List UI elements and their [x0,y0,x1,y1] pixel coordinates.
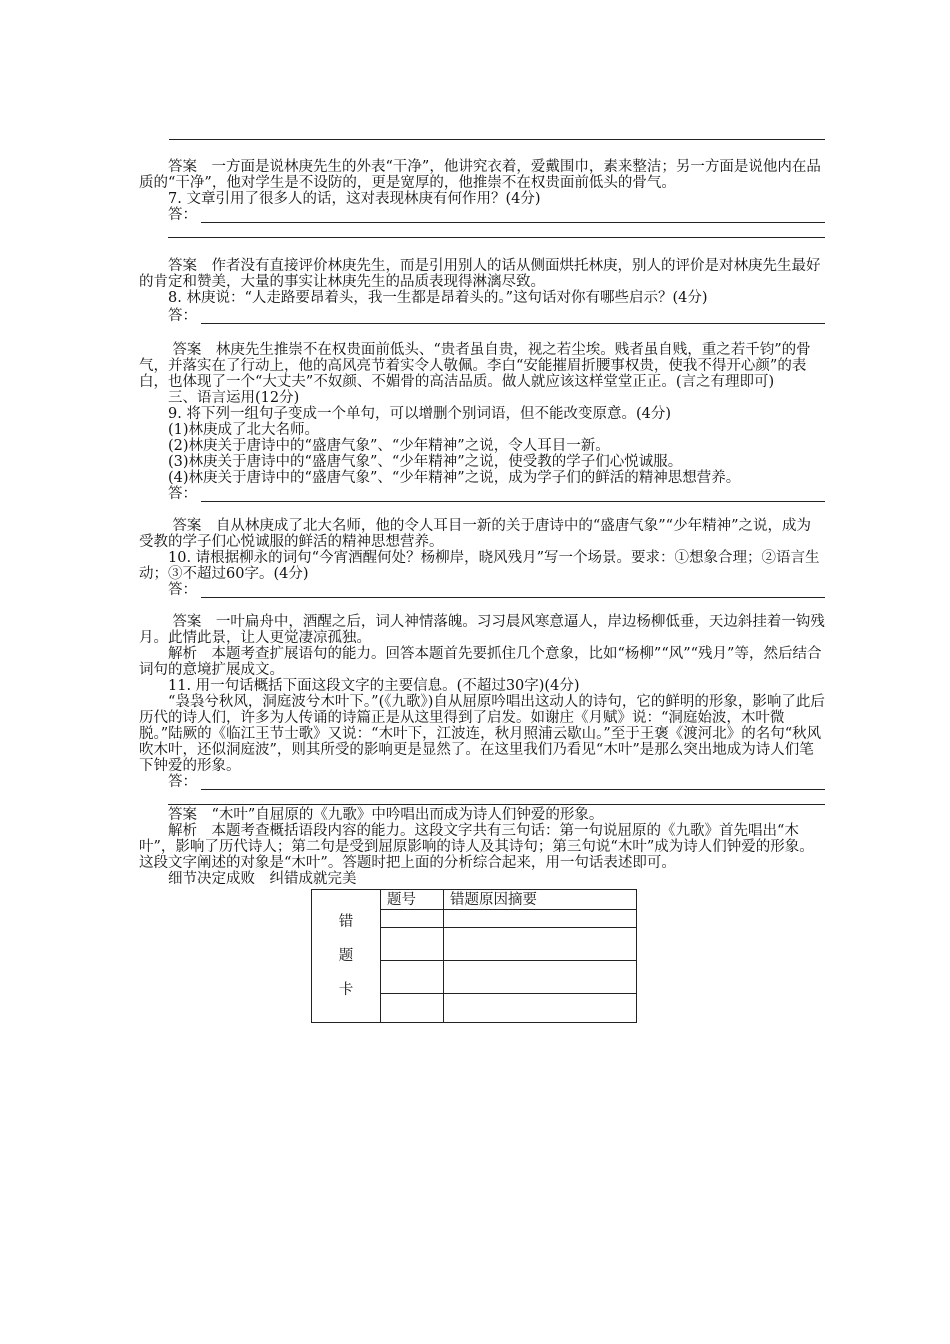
col-header-reason: 错题原因摘要 [444,890,637,910]
table-cell[interactable] [444,910,637,928]
q6-answer: 答案 一方面是说林庚先生的外表“干净”，他讲究衣着，爱戴围巾，素来整洁；另一方面是说他内在品质的“干净”，他对学生是不设防的，更是宽厚的，他推崇不在权贵面前低头的骨气。 [139,159,821,191]
section3-title: 三、语言运用(12分) [168,390,300,406]
q7-answer-row [139,207,825,223]
q9-item-4: (4)林庚关于唐诗中的“盛唐气象”、“少年精神”之说，成为学子们的鲜活的精神思想营养。 [168,470,741,486]
q10-answer-row [139,582,825,598]
error-card-label-text: 错 题 卡 [338,914,354,998]
table-cell[interactable] [381,994,444,1023]
table-cell[interactable] [381,961,444,994]
q11-answer-label: 答： [168,774,197,790]
q11-passage: “袅袅兮秋风，洞庭波兮木叶下。”(《九歌》)自从屈原吟唱出这动人的诗句，它的鲜明的形象，影响了此后历代的诗人们，许多为人传诵的诗篇正是从这里得到了启发。如谢庄《月赋》说：“洞庭始波，木叶微脱。”陆厥的《临江王节士歌》又说：“木叶下，江波连，秋月照浦云歇山。”至于王褒《渡河北》的名句“秋风吹木叶，还似洞庭波”，则其所受的影响更是显然了。在这里我们乃看见“木叶”是那么突出地成为诗人们笔下钟爱的形象。 [139,694,825,774]
q9-question: 9. 将下列一组句子变成一个单句，可以增删个别词语，但不能改变原意。(4分) [168,406,671,422]
table-cell[interactable] [381,910,444,928]
answer-line [169,139,825,140]
q11-analysis: 解析 本题考查概括语段内容的能力。这段文字共有三句话：第一句说屈原的《九歌》首先唱出“木叶”，影响了历代诗人；第二句是受到屈原影响的诗人及其诗句；第三句说“木叶”成为诗人们钟爱的形象。这段文字阐述的对象是“木叶”。答题时把上面的分析综合起来，用一句话表述即可。 [139,823,814,871]
table-cell[interactable] [444,928,637,961]
answer-line[interactable] [168,790,825,805]
q8-answer: 答案 林庚先生推崇不在权贵面前低头、“贵者虽自贵，视之若尘埃。贱者虽自贱，重之若千钧”的骨气，并落实在了行动上，他的高风亮节着实令人敬佩。李白“安能摧眉折腰事权贵，使我不得开心颜”的表白，也体现了一个“大丈夫”不奴颜、不媚骨的高洁品质。做人就应该这样堂堂正正。(言之有理即可) [139,342,811,390]
table-cell[interactable] [444,994,637,1023]
table-cell[interactable] [381,928,444,961]
q11-answer: 答案 “木叶”自屈原的《九歌》中吟唱出而成为诗人们钟爱的形象。 [168,807,604,823]
answer-line[interactable] [168,223,825,238]
table-cell[interactable] [444,961,637,994]
q10-question: 10. 请根据柳永的词句“今宵酒醒何处？杨柳岸，晓风残月”写一个场景。要求：①想象合理；②语言生动；③不超过60字。(4分) [139,550,820,582]
q10-answer-label: 答： [168,582,197,598]
q9-item-3: (3)林庚关于唐诗中的“盛唐气象”、“少年精神”之说，使受教的学子们心悦诚服。 [168,454,683,470]
q9-answer-label: 答： [168,486,197,502]
error-card-table [311,889,637,1023]
q11-question: 11. 用一句话概括下面这段文字的主要信息。(不超过30字)(4分) [168,678,580,694]
q9-answer: 答案 自从林庚成了北大名师，他的令人耳目一新的关于唐诗中的“盛唐气象”“少年精神”之说，成为受教的学子们心悦诚服的鲜活的精神思想营养。 [139,518,811,550]
answer-line[interactable] [201,210,825,223]
answer-line[interactable] [201,777,825,790]
q9-item-2: (2)林庚关于唐诗中的“盛唐气象”、“少年精神”之说，令人耳目一新。 [168,438,610,454]
q8-question: 8. 林庚说：“人走路要昂着头，我一生都是昂着头的。”这句话对你有哪些启示？(4分) [168,290,708,306]
q10-answer: 答案 一叶扁舟中，酒醒之后，词人神情落魄。习习晨风寒意逼人，岸边杨柳低垂，天边斜挂着一钩残月。此情此景，让人更觉凄凉孤独。 [139,614,825,646]
q8-answer-row [139,308,825,324]
q11-answer-row [139,774,825,790]
document-page [139,127,825,1023]
q7-answer: 答案 作者没有直接评价林庚先生，而是引用别人的话从侧面烘托林庚，别人的评价是对林庚先生最好的肯定和赞美，大量的事实让林庚先生的品质表现得淋漓尽致。 [139,258,821,290]
error-card-label [312,890,381,1023]
footer-note: 细节决定成败 纠错成就完美 [168,871,357,887]
answer-line[interactable] [201,311,825,324]
q9-item-1: (1)林庚成了北大名师。 [168,422,320,438]
q7-question: 7. 文章引用了很多人的话，这对表现林庚有何作用？(4分) [168,191,541,207]
answer-line[interactable] [201,489,825,502]
q7-answer-label: 答： [168,207,197,223]
col-header-number: 题号 [381,890,444,910]
q8-answer-label: 答： [168,308,197,324]
answer-line[interactable] [201,585,825,598]
q10-analysis: 解析 本题考查扩展语句的能力。回答本题首先要抓住几个意象，比如“杨柳”“风”“残月”等，然后结合词句的意境扩展成文。 [139,646,822,678]
q9-answer-row [139,486,825,502]
